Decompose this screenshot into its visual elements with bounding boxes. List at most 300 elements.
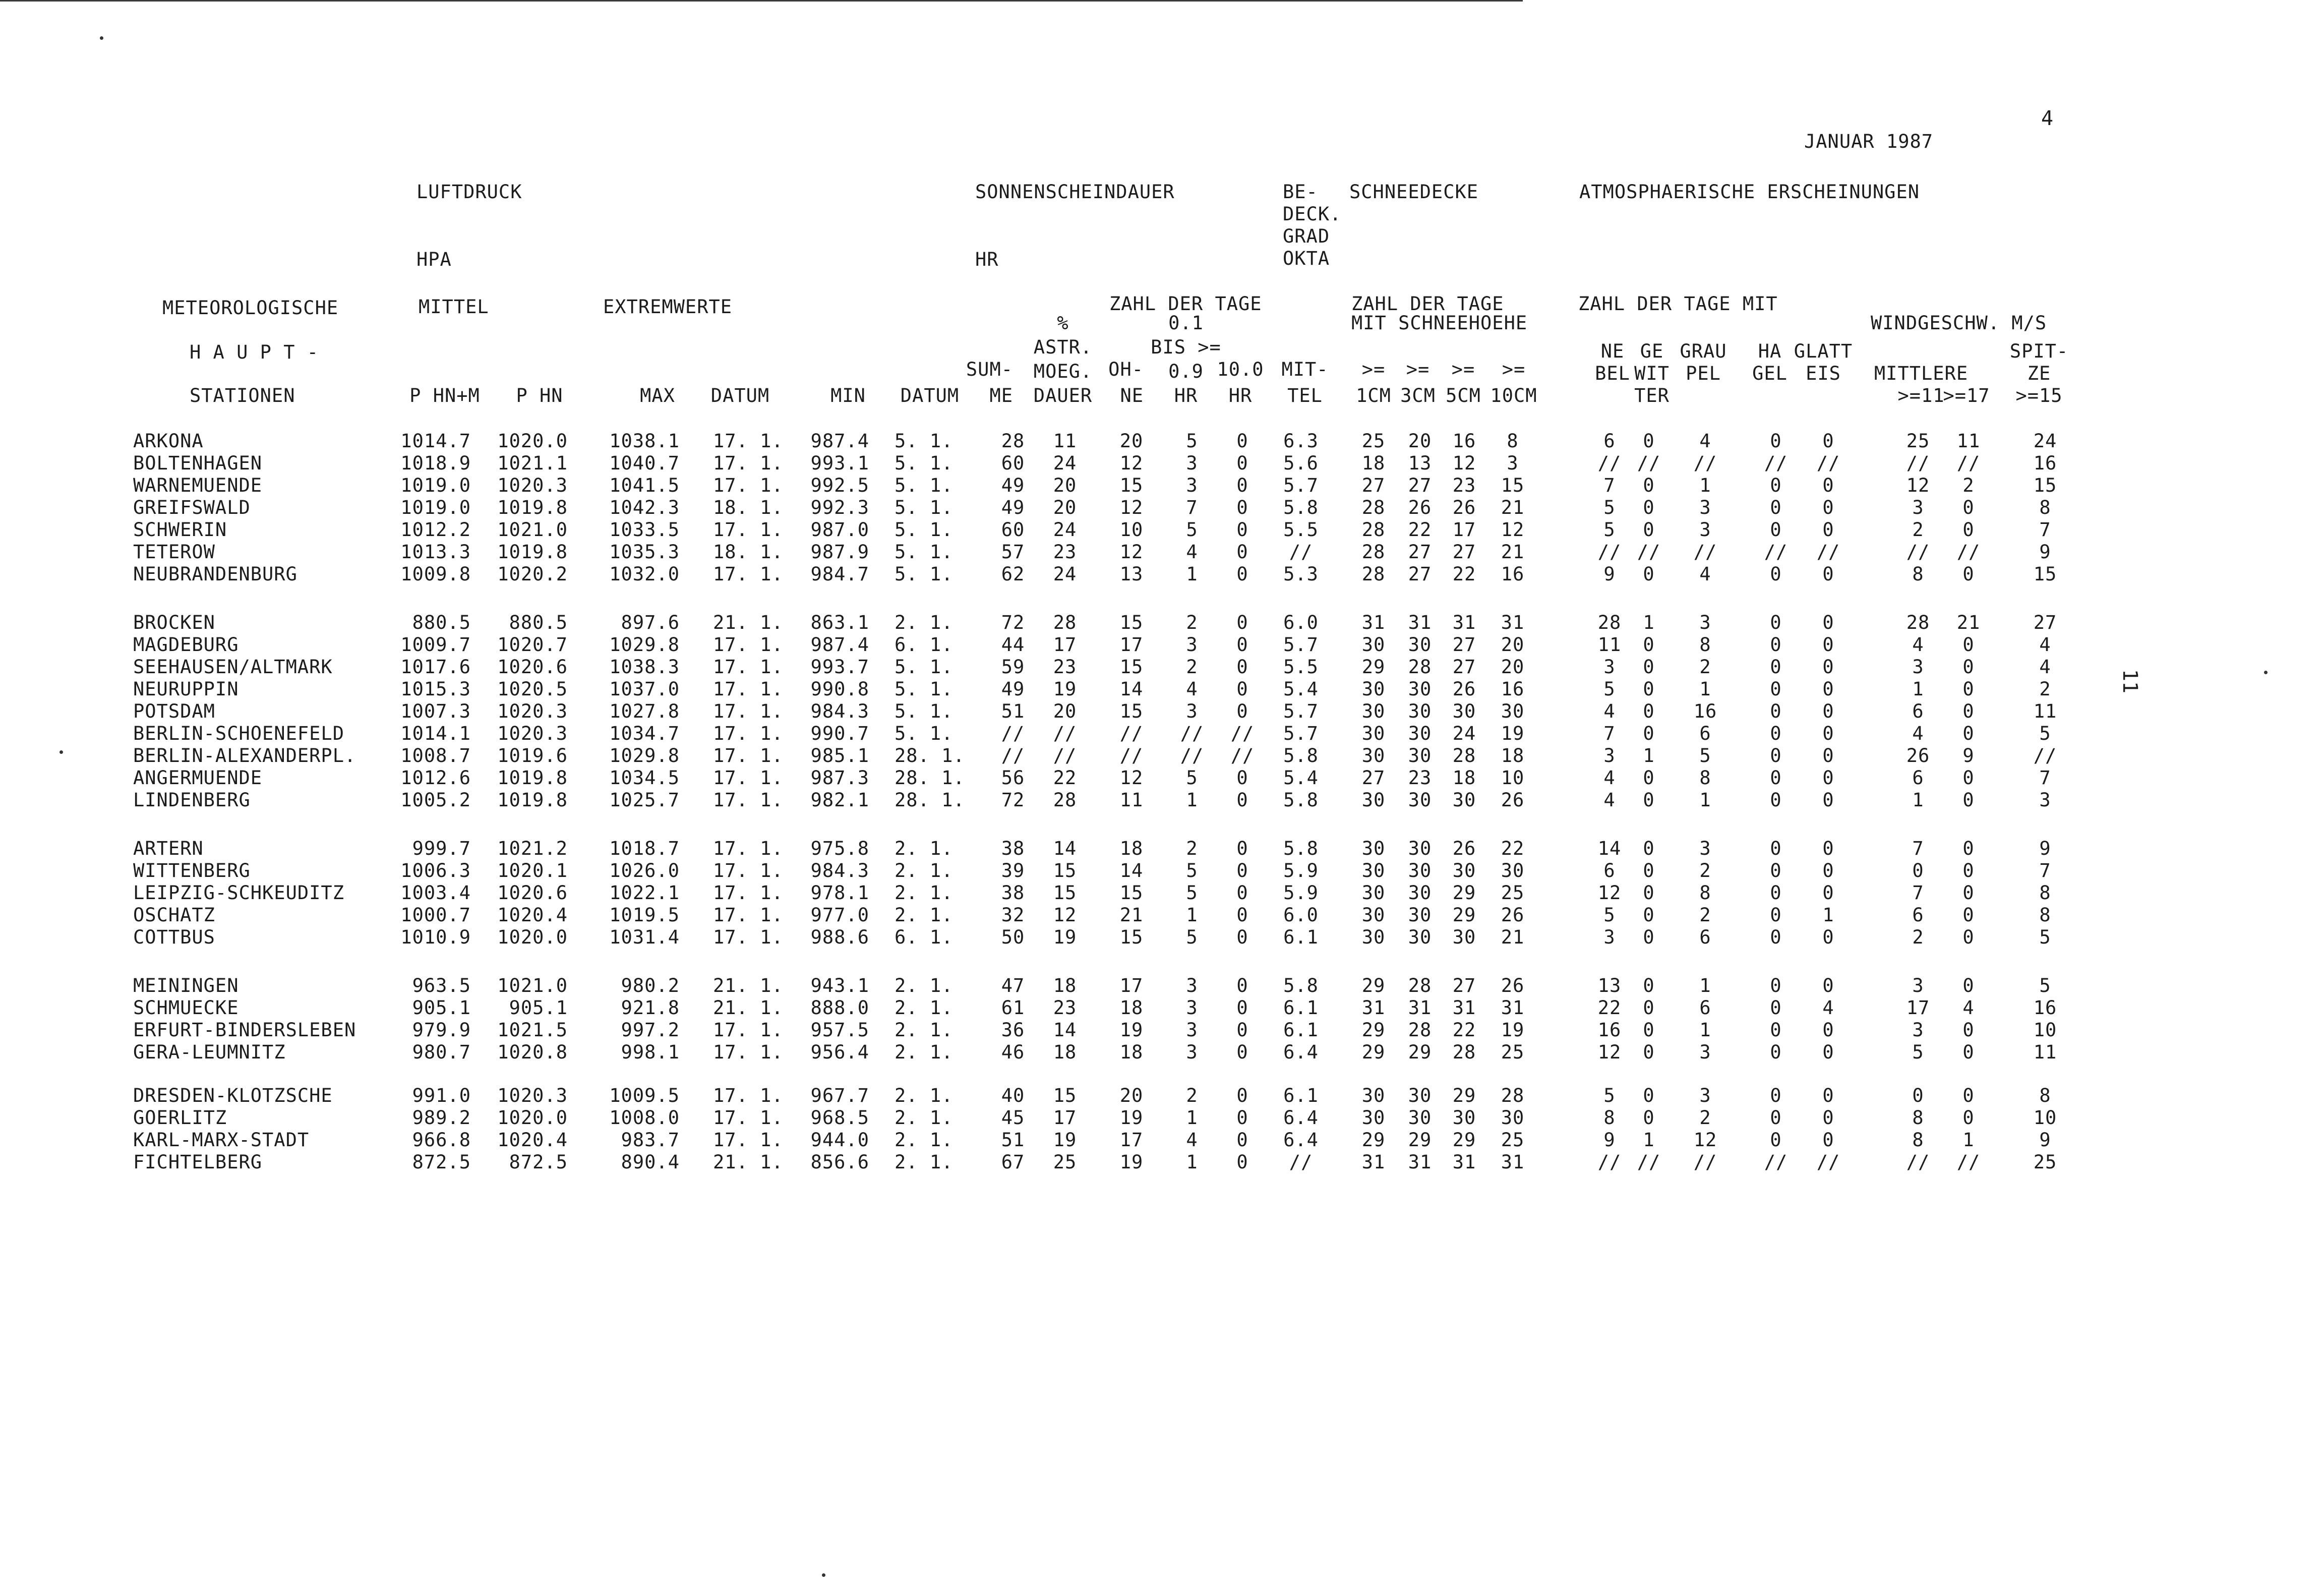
- sun-percent: 17: [1053, 634, 1077, 656]
- hail-days: //: [1764, 452, 1788, 474]
- wind-17: 0: [1962, 1085, 1975, 1106]
- col-graupel: GRAU: [1680, 340, 1727, 362]
- station-name: NEURUPPIN: [133, 678, 239, 700]
- graupel-days: 1: [1699, 475, 1711, 496]
- snow-5cm: 29: [1452, 1129, 1476, 1151]
- glaze-days: //: [1816, 541, 1840, 563]
- station-name: BOLTENHAGEN: [133, 452, 263, 474]
- wind-peak-15: 25: [2033, 1151, 2057, 1173]
- days-10-0: 0: [1236, 767, 1248, 789]
- days-without-sun: 10: [1119, 519, 1144, 541]
- glaze-days: 0: [1822, 563, 1834, 585]
- snow-10cm: 20: [1501, 656, 1525, 678]
- wind-peak-15: 8: [2039, 497, 2051, 518]
- days-0-1-0-9: 3: [1186, 452, 1198, 474]
- wind-peak-15: 5: [2039, 975, 2051, 996]
- snow-10cm: 28: [1501, 1085, 1525, 1106]
- sun-sum: //: [1001, 723, 1025, 744]
- wind-mean-11: 12: [1906, 475, 1930, 496]
- snow-10cm: 26: [1501, 789, 1525, 811]
- hail-days: 0: [1770, 860, 1782, 881]
- snow-10cm: 21: [1501, 926, 1525, 948]
- wind-mean-11: 7: [1912, 882, 1924, 904]
- days-0-1-0-9: 5: [1186, 860, 1198, 881]
- hail-days: 0: [1770, 882, 1782, 904]
- max-value: 1034.5: [609, 767, 680, 789]
- p-hn-m: 905.1: [412, 997, 471, 1019]
- snow-1cm: 29: [1361, 1129, 1386, 1151]
- wind-17: 0: [1962, 723, 1975, 744]
- sun-percent: 11: [1053, 430, 1077, 452]
- max-date: 21. 1.: [713, 1151, 784, 1173]
- p-hn-m: 966.8: [412, 1129, 471, 1151]
- col-graupel: PEL: [1686, 363, 1721, 384]
- cloud-mean: 5.6: [1283, 452, 1319, 474]
- days-10-0: 0: [1236, 904, 1248, 926]
- min-date: 5. 1.: [895, 452, 954, 474]
- col-datum-max: DATUM: [710, 385, 770, 406]
- hail-days: 0: [1770, 430, 1782, 452]
- days-without-sun: 15: [1119, 926, 1144, 948]
- graupel-days: 3: [1699, 838, 1711, 859]
- station-name: ANGERMUENDE: [133, 767, 263, 789]
- days-10-0: 0: [1236, 1129, 1248, 1151]
- snow-1cm: 30: [1361, 723, 1386, 744]
- days-10-0: 0: [1236, 612, 1248, 633]
- wind-peak-15: 15: [2033, 475, 2057, 496]
- col-10-0-hr: HR: [1228, 385, 1253, 406]
- snow-5cm: 26: [1452, 678, 1476, 700]
- scan-speck: [100, 36, 103, 40]
- p-hn-m: 1009.8: [400, 563, 471, 585]
- glaze-days: 0: [1822, 745, 1834, 767]
- days-0-1-0-9: 2: [1186, 1085, 1198, 1106]
- sun-sum: 38: [1001, 882, 1025, 904]
- wind-peak-15: 16: [2033, 997, 2057, 1019]
- hail-days: 0: [1770, 1019, 1782, 1041]
- min-value: 985.1: [810, 745, 869, 767]
- snow-3cm: 26: [1408, 497, 1432, 518]
- wind-17: //: [1956, 541, 1981, 563]
- graupel-days: 3: [1699, 519, 1711, 541]
- max-date: 17. 1.: [713, 904, 784, 926]
- sun-percent: 20: [1053, 475, 1077, 496]
- days-0-1-0-9: 3: [1186, 975, 1198, 996]
- p-hn-m: 1012.2: [400, 519, 471, 541]
- max-value: 980.2: [621, 975, 680, 996]
- col-schneehoehe: >=: [1406, 359, 1430, 380]
- sun-percent: 23: [1053, 997, 1077, 1019]
- days-0-1-0-9: 3: [1186, 700, 1198, 722]
- days-10-0: 0: [1236, 1151, 1248, 1173]
- fog-days: 11: [1597, 634, 1622, 656]
- wind-17: 0: [1962, 700, 1975, 722]
- min-date: 2. 1.: [895, 904, 954, 926]
- fog-days: 5: [1603, 678, 1616, 700]
- days-0-1-0-9: 4: [1186, 1129, 1198, 1151]
- col-ohne: OH-: [1108, 359, 1144, 380]
- snow-1cm: 30: [1361, 838, 1386, 859]
- glaze-days: 0: [1822, 1085, 1834, 1106]
- wind-peak-15: 10: [2033, 1019, 2057, 1041]
- days-0-1-0-9: 1: [1186, 1107, 1198, 1129]
- snow-5cm: 30: [1452, 700, 1476, 722]
- max-value: 1038.3: [609, 656, 680, 678]
- glaze-days: 0: [1822, 634, 1834, 656]
- days-without-sun: 15: [1119, 882, 1144, 904]
- max-value: 1009.5: [609, 1085, 680, 1106]
- station-name: WITTENBERG: [133, 860, 251, 881]
- col-hagel: GEL: [1752, 363, 1787, 384]
- max-date: 17. 1.: [713, 838, 784, 859]
- p-hn: 1019.8: [497, 541, 568, 563]
- max-date: 21. 1.: [713, 997, 784, 1019]
- p-hn: 1020.3: [497, 475, 568, 496]
- thunder-days: 0: [1643, 723, 1655, 744]
- max-date: 17. 1.: [713, 519, 784, 541]
- hail-days: 0: [1770, 700, 1782, 722]
- p-hn: 1021.5: [497, 1019, 568, 1041]
- snow-1cm: 28: [1361, 519, 1386, 541]
- graupel-days: 1: [1699, 678, 1711, 700]
- p-hn: 1021.0: [497, 975, 568, 996]
- max-value: 1029.8: [609, 745, 680, 767]
- wind-peak-15: 8: [2039, 904, 2051, 926]
- glaze-days: 0: [1822, 723, 1834, 744]
- thunder-days: //: [1637, 452, 1661, 474]
- wind-peak-15: 11: [2033, 700, 2057, 722]
- min-date: 5. 1.: [895, 430, 954, 452]
- days-without-sun: 14: [1119, 678, 1144, 700]
- hail-days: 0: [1770, 1129, 1782, 1151]
- graupel-days: 2: [1699, 1107, 1711, 1129]
- snow-1cm: 30: [1361, 904, 1386, 926]
- min-date: 5. 1.: [895, 700, 954, 722]
- max-value: 1041.5: [609, 475, 680, 496]
- days-0-1-0-9: 2: [1186, 838, 1198, 859]
- col-bedeckung-mittel: MIT-: [1281, 359, 1329, 380]
- wind-17: 0: [1962, 926, 1975, 948]
- snow-1cm: 27: [1361, 475, 1386, 496]
- snow-5cm: 23: [1452, 475, 1476, 496]
- sun-sum: 46: [1001, 1041, 1025, 1063]
- glaze-days: 0: [1822, 838, 1834, 859]
- p-hn: 1020.3: [497, 723, 568, 744]
- fog-days: 4: [1603, 789, 1616, 811]
- wind-17: 0: [1962, 634, 1975, 656]
- cloud-mean: 5.5: [1283, 519, 1319, 541]
- snow-5cm: 31: [1452, 612, 1476, 633]
- wind-mean-11: 3: [1912, 656, 1924, 678]
- snow-3cm: 30: [1408, 926, 1432, 948]
- snow-10cm: 25: [1501, 1041, 1525, 1063]
- side-page-number: 11: [2118, 669, 2142, 694]
- wind-peak-15: 9: [2039, 1129, 2051, 1151]
- wind-17: 0: [1962, 975, 1975, 996]
- min-value: 957.5: [810, 1019, 869, 1041]
- sun-sum: 50: [1001, 926, 1025, 948]
- sun-sum: 60: [1001, 519, 1025, 541]
- sun-sum: 60: [1001, 452, 1025, 474]
- p-hn-m: 1013.3: [400, 541, 471, 563]
- hail-days: 0: [1770, 997, 1782, 1019]
- wind-17: //: [1956, 452, 1981, 474]
- min-date: 2. 1.: [895, 975, 954, 996]
- fog-days: 12: [1597, 1041, 1622, 1063]
- snow-1cm: 28: [1361, 497, 1386, 518]
- snow-10cm: 26: [1501, 975, 1525, 996]
- sun-percent: 15: [1053, 860, 1077, 881]
- snow-10cm: 3: [1507, 452, 1519, 474]
- col-gewitter: TER: [1634, 385, 1670, 406]
- fog-days: 6: [1603, 430, 1616, 452]
- days-10-0: //: [1230, 723, 1255, 744]
- sun-sum: 57: [1001, 541, 1025, 563]
- snow-10cm: 19: [1501, 1019, 1525, 1041]
- fog-days: //: [1597, 541, 1622, 563]
- sun-percent: 17: [1053, 1107, 1077, 1129]
- sun-percent: 14: [1053, 1019, 1077, 1041]
- wind-mean-11: 0: [1912, 1085, 1924, 1106]
- month-year: JANUAR 1987: [1804, 131, 1934, 152]
- snow-3cm: 30: [1408, 723, 1432, 744]
- p-hn: 1020.3: [497, 700, 568, 722]
- wind-mean-11: 28: [1906, 612, 1930, 633]
- p-hn: 1020.3: [497, 1085, 568, 1106]
- days-0-1-0-9: 3: [1186, 1041, 1198, 1063]
- hail-days: 0: [1770, 497, 1782, 518]
- max-value: 1037.0: [609, 678, 680, 700]
- days-without-sun: 17: [1119, 634, 1144, 656]
- snow-1cm: 30: [1361, 789, 1386, 811]
- sun-sum: 72: [1001, 612, 1025, 633]
- graupel-days: 3: [1699, 612, 1711, 633]
- fog-days: //: [1597, 1151, 1622, 1173]
- fog-days: 28: [1597, 612, 1622, 633]
- snow-1cm: 31: [1361, 612, 1386, 633]
- max-date: 17. 1.: [713, 656, 784, 678]
- sun-sum: 38: [1001, 838, 1025, 859]
- min-value: 967.7: [810, 1085, 869, 1106]
- thunder-days: 0: [1643, 975, 1655, 996]
- cloud-mean: 6.0: [1283, 904, 1319, 926]
- cloud-mean: 5.7: [1283, 723, 1319, 744]
- min-date: 2. 1.: [895, 1107, 954, 1129]
- wind-peak-15: 2: [2039, 678, 2051, 700]
- sun-sum: 47: [1001, 975, 1025, 996]
- wind-peak-15: 10: [2033, 1107, 2057, 1129]
- days-without-sun: 20: [1119, 430, 1144, 452]
- days-0-1-0-9: 4: [1186, 678, 1198, 700]
- fog-days: 22: [1597, 997, 1622, 1019]
- days-without-sun: 21: [1119, 904, 1144, 926]
- fog-days: 3: [1603, 656, 1616, 678]
- station-name: GERA-LEUMNITZ: [133, 1041, 286, 1063]
- wind-17: 0: [1962, 767, 1975, 789]
- sun-percent: 20: [1053, 700, 1077, 722]
- col-schneehoehe: 10CM: [1490, 385, 1537, 406]
- days-without-sun: 19: [1119, 1151, 1144, 1173]
- p-hn: 1020.1: [497, 860, 568, 881]
- wind-mean-11: 1: [1912, 678, 1924, 700]
- wind-17: 0: [1962, 1041, 1975, 1063]
- glaze-days: 0: [1822, 789, 1834, 811]
- max-date: 17. 1.: [713, 1041, 784, 1063]
- max-date: 17. 1.: [713, 634, 784, 656]
- cloud-mean: 5.8: [1283, 745, 1319, 767]
- days-10-0: 0: [1236, 519, 1248, 541]
- graupel-days: 3: [1699, 1041, 1711, 1063]
- graupel-days: 1: [1699, 1019, 1711, 1041]
- cloud-mean: 5.8: [1283, 497, 1319, 518]
- min-value: 977.0: [810, 904, 869, 926]
- wind-mean-11: 6: [1912, 700, 1924, 722]
- p-hn: 1020.0: [497, 430, 568, 452]
- wind-mean-11: 3: [1912, 975, 1924, 996]
- min-date: 2. 1.: [895, 838, 954, 859]
- group-bedeckungsgrad: DECK.: [1283, 203, 1342, 225]
- station-name: GOERLITZ: [133, 1107, 227, 1129]
- sun-percent: 19: [1053, 678, 1077, 700]
- snow-5cm: 30: [1452, 1107, 1476, 1129]
- p-hn-m: 963.5: [412, 975, 471, 996]
- max-date: 18. 1.: [713, 497, 784, 518]
- snow-10cm: 25: [1501, 882, 1525, 904]
- p-hn: 1019.8: [497, 497, 568, 518]
- snow-1cm: 30: [1361, 1107, 1386, 1129]
- graupel-days: 1: [1699, 975, 1711, 996]
- sun-percent: 19: [1053, 1129, 1077, 1151]
- days-0-1-0-9: //: [1180, 745, 1204, 767]
- station-name: KARL-MARX-STADT: [133, 1129, 310, 1151]
- wind-17: 0: [1962, 838, 1975, 859]
- snow-5cm: 31: [1452, 997, 1476, 1019]
- wind-17: //: [1956, 1151, 1981, 1173]
- thunder-days: 0: [1643, 519, 1655, 541]
- max-date: 17. 1.: [713, 700, 784, 722]
- hail-days: 0: [1770, 519, 1782, 541]
- min-date: 2. 1.: [895, 612, 954, 633]
- days-0-1-0-9: 3: [1186, 475, 1198, 496]
- sun-sum: 49: [1001, 497, 1025, 518]
- p-hn: 1021.1: [497, 452, 568, 474]
- col-summe: ME: [989, 385, 1013, 406]
- max-date: 21. 1.: [713, 612, 784, 633]
- max-value: 998.1: [621, 1041, 680, 1063]
- days-0-1-0-9: 1: [1186, 563, 1198, 585]
- wind-mean-11: 3: [1912, 497, 1924, 518]
- fog-days: 14: [1597, 838, 1622, 859]
- days-10-0: 0: [1236, 452, 1248, 474]
- station-name: SCHMUECKE: [133, 997, 239, 1019]
- sun-percent: 23: [1053, 656, 1077, 678]
- p-hn: 1020.5: [497, 678, 568, 700]
- glaze-days: 0: [1822, 882, 1834, 904]
- days-0-1-0-9: 7: [1186, 497, 1198, 518]
- thunder-days: 1: [1643, 1129, 1655, 1151]
- thunder-days: 0: [1643, 926, 1655, 948]
- group-schneedecke: SCHNEEDECKE: [1349, 181, 1479, 203]
- wind-mean-11: 26: [1906, 745, 1930, 767]
- wind-17: 0: [1962, 656, 1975, 678]
- hail-days: 0: [1770, 926, 1782, 948]
- thunder-days: 0: [1643, 860, 1655, 881]
- days-0-1-0-9: 2: [1186, 656, 1198, 678]
- max-date: 17. 1.: [713, 926, 784, 948]
- p-hn: 905.1: [509, 997, 568, 1019]
- days-10-0: 0: [1236, 997, 1248, 1019]
- max-date: 17. 1.: [713, 789, 784, 811]
- col-summe: SUM-: [966, 359, 1013, 380]
- max-date: 17. 1.: [713, 563, 784, 585]
- wind-mean-11: 4: [1912, 723, 1924, 744]
- wind-mean-11: 1: [1912, 789, 1924, 811]
- snow-3cm: 30: [1408, 700, 1432, 722]
- snow-3cm: 30: [1408, 860, 1432, 881]
- wind-17: 11: [1956, 430, 1981, 452]
- p-hn-m: 1014.7: [400, 430, 471, 452]
- days-without-sun: 12: [1119, 497, 1144, 518]
- min-date: 5. 1.: [895, 656, 954, 678]
- p-hn-m: 880.5: [412, 612, 471, 633]
- p-hn-m: 989.2: [412, 1107, 471, 1129]
- snow-10cm: 15: [1501, 475, 1525, 496]
- stub-stationen: STATIONEN: [190, 385, 295, 406]
- top-rule: [0, 0, 1523, 2]
- wind-mean-11: 8: [1912, 1129, 1924, 1151]
- min-value: 856.6: [810, 1151, 869, 1173]
- cloud-mean: //: [1289, 541, 1313, 563]
- min-date: 5. 1.: [895, 497, 954, 518]
- glaze-days: 0: [1822, 975, 1834, 996]
- days-without-sun: 15: [1119, 475, 1144, 496]
- graupel-days: 8: [1699, 634, 1711, 656]
- graupel-days: 3: [1699, 1085, 1711, 1106]
- snow-3cm: 30: [1408, 1107, 1432, 1129]
- snow-3cm: 28: [1408, 1019, 1432, 1041]
- cloud-mean: 6.1: [1283, 926, 1319, 948]
- days-without-sun: 17: [1119, 1129, 1144, 1151]
- min-value: 988.6: [810, 926, 869, 948]
- min-date: 5. 1.: [895, 563, 954, 585]
- sun-percent: 18: [1053, 1041, 1077, 1063]
- max-date: 17. 1.: [713, 882, 784, 904]
- min-value: 993.1: [810, 452, 869, 474]
- thunder-days: //: [1637, 1151, 1661, 1173]
- min-date: 2. 1.: [895, 882, 954, 904]
- sun-sum: //: [1001, 745, 1025, 767]
- snow-5cm: 30: [1452, 789, 1476, 811]
- thunder-days: 0: [1643, 997, 1655, 1019]
- min-value: 975.8: [810, 838, 869, 859]
- max-value: 921.8: [621, 997, 680, 1019]
- hail-days: 0: [1770, 1041, 1782, 1063]
- min-value: 987.9: [810, 541, 869, 563]
- graupel-days: 2: [1699, 904, 1711, 926]
- min-value: 987.4: [810, 430, 869, 452]
- snow-3cm: 29: [1408, 1129, 1432, 1151]
- p-hn-m: 1009.7: [400, 634, 471, 656]
- snow-1cm: 27: [1361, 767, 1386, 789]
- snow-1cm: 18: [1361, 452, 1386, 474]
- col-nebel: NE: [1600, 340, 1625, 362]
- wind-peak-15: 3: [2039, 789, 2051, 811]
- scan-speck: [822, 1573, 825, 1577]
- snow-5cm: 27: [1452, 975, 1476, 996]
- wind-peak-15: 7: [2039, 519, 2051, 541]
- wind-mean-11: 17: [1906, 997, 1930, 1019]
- fog-days: 3: [1603, 745, 1616, 767]
